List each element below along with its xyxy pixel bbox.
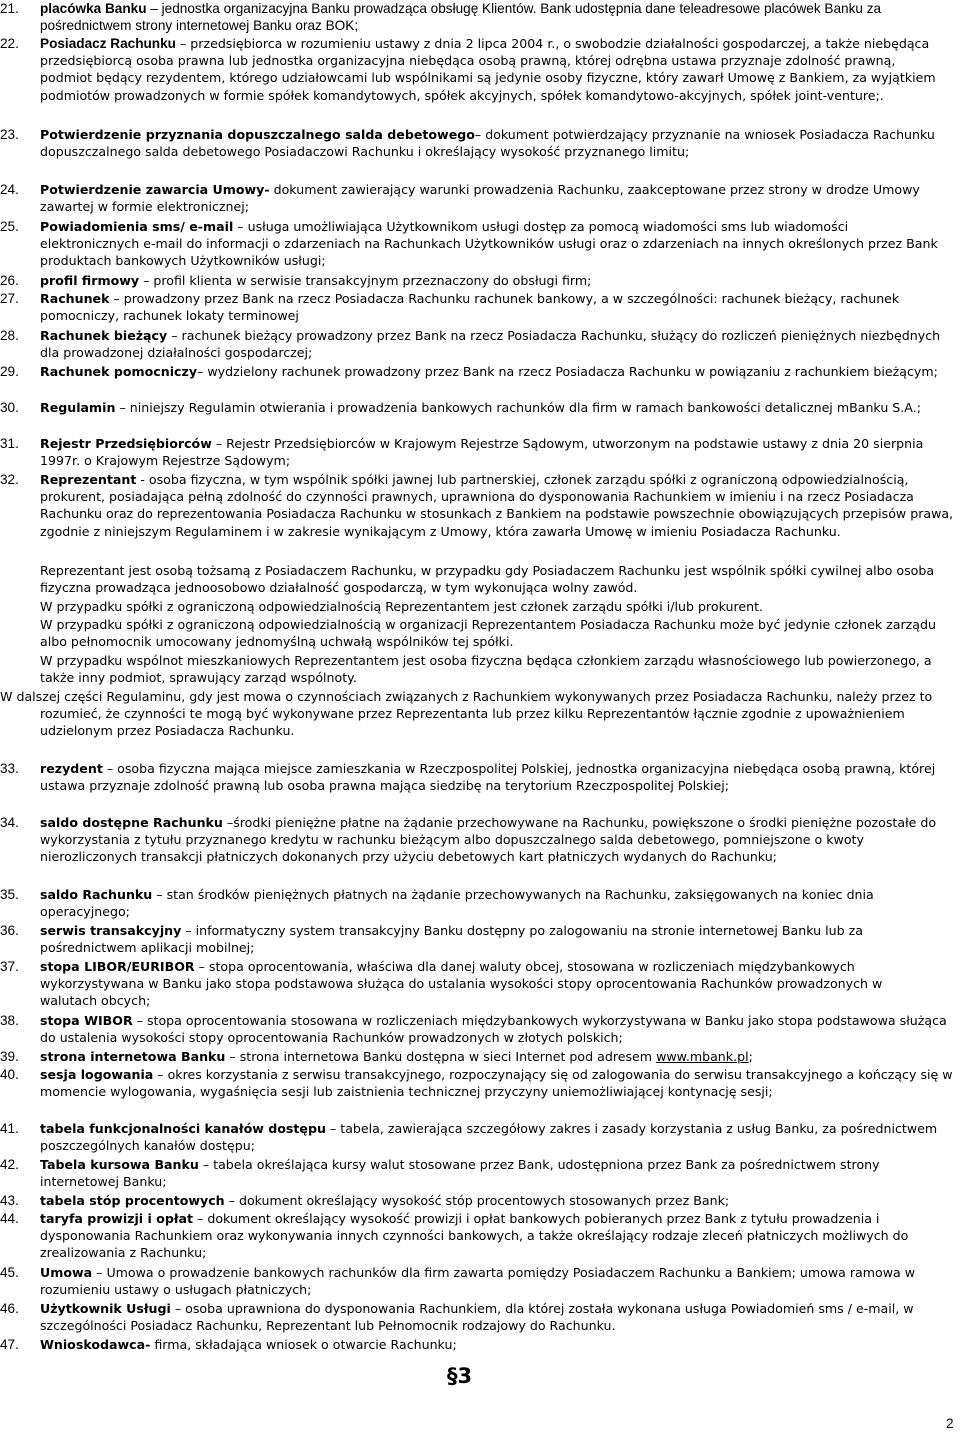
definition-text: – rachunek bieżący prowadzony przez Bank na rzecz Posiadacza Rachunku, służący do rozliczeń pieniężnych niezbędnych dla prowadzonej działalności gospodarczej; [40,328,941,361]
defined-term: rezydent [40,761,103,776]
defined-term: Umowa [40,1265,93,1280]
definition-text: – tabela, zawierająca szczegółowy zakres i zasady korzystania z usług Banku, za pośrednictwem poszczególnych kanałów dostępu; [40,1121,938,1154]
definition-24 [0,181,960,215]
defined-term: serwis transakcyjny [40,923,182,938]
definition-39 [0,1048,960,1065]
item-number: 22. [0,36,19,51]
definition-text: – wydzielony rachunek prowadzony przez Bank na rzecz Posiadacza Rachunku w powiązaniu z rachunkiem bieżącym; [197,364,938,379]
definition-text: – informatyczny system transakcyjny Banku dostępny po zalogowaniu na stronie internetowej Banku lub za pośrednictwem aplikacji mobilnej; [40,923,863,956]
defined-term: stopa LIBOR/EURIBOR [40,959,195,974]
definition-33 [0,760,960,794]
definition-26 [0,272,950,289]
definition-text: – jednostka organizacyjna Banku prowadząca obsługę Klientów. Bank udostępnia dane teleadresowe placówek Banku za pośrednictwem strony internetowej Banku oraz BOK; [40,1,882,34]
definition-27 [0,290,950,324]
item-number: 36. [0,923,19,938]
definition-28 [0,327,950,361]
definition-41 [0,1120,960,1154]
defined-term: saldo dostępne Rachunku [40,815,223,830]
item-number: 26. [0,273,19,288]
defined-term: Rachunek bieżący [40,328,168,343]
item-number: 28. [0,328,19,343]
defined-term: strona internetowa Banku [40,1049,226,1064]
definition-text: – stopa oprocentowania stosowana w rozliczeniach międzybankowych wykorzystywana w Banku jako stopa podstawowa służąca do ustalenia wysokości stopy oprocentowania Rachunków prowadzonych w złotych polskich; [40,1013,947,1046]
definition-45 [0,1264,960,1298]
section-heading: §3 [447,1364,473,1388]
definition-text: – okres korzystania z serwisu transakcyjnego, rozpoczynający się od zalogowania do serwisu transakcyjnego a kończący się w momencie wylogowania, wygaśnięcia sesji lub zaistnienia technicznej przyczyny uniemożliwiającej kontynację sesji; [40,1067,953,1100]
defined-term: Regulamin [40,400,116,415]
item-number: 21. [0,1,19,16]
item-number: 40. [0,1067,19,1082]
definition-text: – usługa umożliwiająca Użytkownikom usługi dostęp za pomocą wiadomości sms lub wiadomości elektronicznych e-mail do informacji o zdarzeniach na Rachunkach Użytkowników usługi oraz o zdarzeniach na innych określonych przez Bank produktach bankowych Użytkowników usługi; [40,219,938,269]
website-link[interactable]: www.mbank.pl [656,1049,749,1064]
item-number: 38. [0,1013,19,1028]
defined-term: tabela funkcjonalności kanałów dostępu [40,1121,326,1136]
item-number: 24. [0,182,19,197]
item-number: 32. [0,472,19,487]
defined-term: saldo Rachunku [40,887,153,902]
definition-46 [0,1300,960,1334]
definition-29 [0,363,950,380]
item-number: 37. [0,959,19,974]
definition-text: – osoba uprawniona do dysponowania Rachunkiem, dla której została wykonana usługa Powiadomień sms / e-mail, w szczególności Posiadacz Rachunku, Reprezentant lub Pełnomocnik rodzajowy do Rachunku. [40,1301,914,1334]
definition-text: – Rejestr Przedsiębiorców w Krajowym Rejestrze Sądowym, utworzonym na podstawie ustawy z dnia 20 sierpnia 1997r. o Krajowym Rejestrze Sądowym; [40,436,924,469]
definition-42 [0,1156,960,1190]
defined-term: Rejestr Przedsiębiorców [40,436,212,451]
item-number: 27. [0,291,19,306]
definition-40 [0,1066,960,1100]
item-number: 34. [0,815,19,830]
definition-44 [0,1210,960,1262]
defined-term: Powiadomienia sms/ e-mail [40,219,234,234]
defined-term: sesja logowania [40,1067,154,1082]
definition-text: – dokument potwierdzający przyznanie na wniosek Posiadacza Rachunku dopuszczalnego salda debetowego Posiadaczowi Rachunku i określający wysokość przyznanego limitu; [40,127,935,160]
definition-text: – niniejszy Regulamin otwierania i prowadzenia bankowych rachunków dla firm w ramach bankowości detalicznej mBanku S.A.; [115,400,921,415]
defined-term: placówka Banku [40,1,147,16]
definition-text: – Umowa o prowadzenie bankowych rachunków dla firm zawarta pomiędzy Posiadaczem Rachunku a Bankiem; umowa ramowa w rozumieniu ustawy o usługach płatniczych; [40,1265,916,1298]
defined-term: Potwierdzenie przyznania dopuszczalnego salda debetowego [40,127,475,142]
defined-term: Posiadacz Rachunku [40,36,176,51]
defined-term: profil firmowy [40,273,140,288]
item-number: 44. [0,1211,19,1226]
definition-37 [0,958,930,1010]
page-number: 2 [946,1416,954,1431]
item-number: 45. [0,1265,19,1280]
definition-text: – przedsiębiorca w rozumieniu ustawy z dnia 2 lipca 2004 r., o swobodzie działalności gospodarczej, a także niebędąca przedsiębiorcą osoba prawna lub jednostka organizacyjna niebędąca osobą prawną, której odrębna ustawa przyznaje zdolność prawną, podmiot będący rezydentem, którego udziałowcami lub wspólnikami są jedynie osoby fizyczne, który zawarł Umowę z Bankiem, za wyjątkiem podmiotów prowadzonych w formie spółek komandytowych, spółek akcyjnych, spółek komandytowo-akcyjnych, spółek joint-venture;. [40,36,936,103]
definition-36 [0,922,960,956]
definition-text: – prowadzony przez Bank na rzecz Posiadacza Rachunku rachunek bankowy, a w szczególności: rachunek bieżący, rachunek pomocniczy, rachunek lokaty terminowej [40,291,900,324]
definition-text: – strona internetowa Banku dostępna w sieci Internet pod adresem [225,1049,657,1064]
item-number: 29. [0,364,19,379]
intro-paragraph: W dalszej części Regulaminu, gdy jest mowa o czynnościach związanych z Rachunkiem wykonywanych przez Posiadacza Rachunku, należy przez to rozumieć, że czynności te mogą być wykonywane przez Reprezentanta lub przez kilku Reprezentantów łącznie zgodnie z upoważnieniem udzielonym przez Posiadacza Rachunku. [0,689,933,739]
definition-text: – stopa oprocentowania, właściwa dla danej waluty obcej, stosowana w rozliczeniach międzybankowych wykorzystywana w Banku jako stopa podstawowa służąca do ustalania wysokości stopy oprocentowania Rachunków prowadzonych w walutach obcych; [40,959,883,1009]
definition-text: firma, składająca wniosek o otwarcie Rachunku; [150,1337,457,1352]
defined-term: Reprezentant [40,472,137,487]
definition-38 [0,1012,960,1046]
definition-text: – osoba fizyczna mająca miejsce zamieszkania w Rzeczpospolitej Polskiej, jednostka organizacyjna niebędąca osobą prawną, której ustawa przyznaje zdolność prawną lub osoba prawna mająca siedzibę na terytorium Rzeczpospolitej Polskiej; [40,761,936,794]
reprezentant-paragraph-1: Reprezentant jest osobą tożsamą z Posiadaczem Rachunku, w przypadku gdy Posiadaczem Rachunku jest wspólnik spółki cywilnej albo osoba fizyczna prowadząca jednoosobowo działalność gospodarczą, w tym wykonująca wolny zawód. [40,563,935,596]
definition-text: dokument zawierający warunki prowadzenia Rachunku, zaakceptowane przez strony w drodze Umowy zawartej w formie elektronicznej; [40,182,920,215]
definition-43 [0,1192,960,1209]
definition-text: – dokument określający wysokość prowizji i opłat bankowych pobieranych przez Bank z tytułu prowadzenia i dysponowania Rachunkiem oraz wykonywania innych czynności bankowych, a także określający rodzaje zleceń płatniczych możliwych do zrealizowania z Rachunku; [40,1211,909,1261]
definition-21 [0,0,950,34]
definition-22 [0,35,950,104]
reprezentant-paragraph-3: W przypadku spółki z ograniczoną odpowiedzialnością w organizacji Reprezentantem Posiadacza Rachunku może być jedynie członek zarządu albo pełnomocnik umocowany jednomyślną uchwałą wspólników tej spółki. [40,617,936,650]
item-number: 31. [0,436,19,451]
definition-25 [0,218,950,270]
item-number: 25. [0,219,19,234]
defined-term: stopa WIBOR [40,1013,133,1028]
item-number: 42. [0,1157,19,1172]
item-number: 23. [0,127,19,142]
definition-47 [0,1336,960,1353]
item-number: 33. [0,761,19,776]
definition-23 [0,126,950,160]
defined-term: Wnioskodawca- [40,1337,151,1352]
definition-32 [0,471,960,540]
definition-text: - osoba fizyczna, w tym wspólnik spółki jawnej lub partnerskiej, członek zarządu spółki z ograniczoną odpowiedzialnością, prokurent, posiadająca pełną zdolność do czynności prawnych, uprawniona do dysponowania Rachunkiem w imieniu i na rzecz Posiadacza Rachunku oraz do reprezentowania Posiadacza Rachunku w stosunkach z Bankiem na podstawie powszechnie obowiązujących przepisów prawa, zgodnie z niniejszym Regulaminem i w zakresie wynikającym z Umowy, która zawarła Umowę w imieniu Posiadacza Rachunku. [40,472,954,539]
item-number: 35. [0,887,19,902]
definition-text: – tabela określająca kursy walut stosowane przez Bank, udostępniona przez Bank za pośrednictwem strony internetowej Banku; [40,1157,880,1190]
item-number: 43. [0,1193,19,1208]
definition-30 [0,399,930,416]
defined-term: tabela stóp procentowych [40,1193,225,1208]
definition-34 [0,814,960,866]
item-number: 46. [0,1301,19,1316]
defined-term: Rachunek pomocniczy [40,364,198,379]
reprezentant-paragraph-2: W przypadku spółki z ograniczoną odpowiedzialnością Reprezentantem jest członek zarządu spółki i/lub prokurent. [40,599,764,614]
defined-term: taryfa prowizji i opłat [40,1211,194,1226]
definition-text: – profil klienta w serwisie transakcyjnym przeznaczony do obsługi firm; [139,273,592,288]
defined-term: Użytkownik Usługi [40,1301,171,1316]
definition-text: – stan środków pieniężnych płatnych na żądanie przechowywanych na Rachunku, zaksięgowanych na koniec dnia operacyjnego; [40,887,874,920]
item-number: 30. [0,400,19,415]
item-number: 39. [0,1049,19,1064]
definition-text: –środki pieniężne płatne na żądanie przechowywane na Rachunku, powiększone o środki pieniężne pozostałe do wykorzystania z tytułu przyznanego kredytu w rachunku bieżącym albo dopuszczalnego salda debetowego, pomniejszone o kwoty nierozliczonych transakcji płatniczych dokonanych przy użyciu debetowych kart płatniczych wydanych do Rachunku; [40,815,937,865]
defined-term: Rachunek [40,291,110,306]
definition-35 [0,886,960,920]
definition-tail: ; [748,1049,753,1064]
definition-31 [0,435,960,469]
definition-text: – dokument określający wysokość stóp procentowych stosowanych przez Bank; [224,1193,730,1208]
defined-term: Tabela kursowa Banku [40,1157,199,1172]
item-number: 41. [0,1121,19,1136]
reprezentant-paragraph-4: W przypadku wspólnot mieszkaniowych Reprezentantem jest osoba fizyczna będąca członkiem zarządu własnościowego lub powierzonego, a także inny podmiot, sprawujący zarząd wspólnoty. [40,653,932,686]
item-number: 47. [0,1337,19,1352]
defined-term: Potwierdzenie zawarcia Umowy- [40,182,270,197]
